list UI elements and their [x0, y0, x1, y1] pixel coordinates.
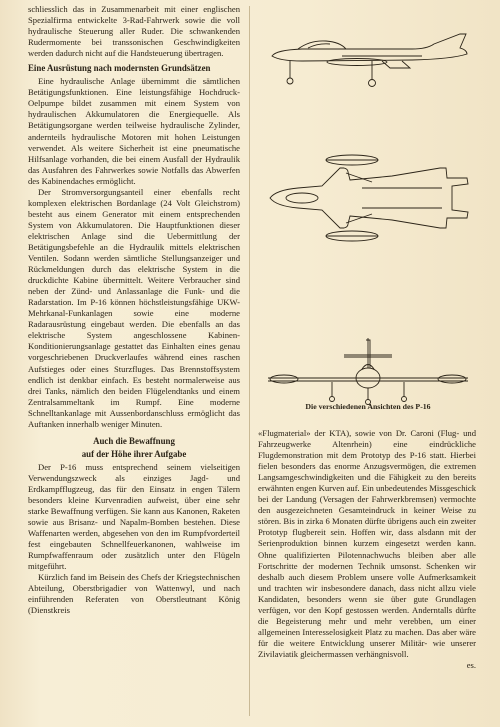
paragraph-electrical: Der Stromversorgungsanteil einer ebenfalls recht komplexen elektrischen Bordanlage (24 Volt Gleichstrom) besteht aus einem Generator mit einem entsprechenden System von Akkumulatoren. Die Hauptfunktionen dieser elektrischen Anlage sind die Uebermittlung der Betätigungsbefehle an die Hydraulik mittels elektrischen Ventilen. Sodann werden sämtliche Stellungsanzeiger und Rückmeldungen durch das elektrische System in die druckdichte Kabine übermittelt. Weitere Verbraucher sind neben der Zünd- und Anlassanlage die Funk- und die Radarstation. Im P-16 können höchstleistungsfähige UKW-Mehrkanal-Funkanlagen sowie eine moderne Radarausrüstung eingebaut werden. Die ebenfalls an das elektrische System angeschlossene Kabinen-Konditionierungsanlage gestattet das Einhalten eines genau vorgeschriebenen Druckverlaufes während eines raschen Aufstieges oder eines Sturzfluges. Das Brennstoffsystem endlich ist denkbar einfach. Es besteht normalerweise aus drei Tanks, nämlich den beiden Flügelendtanks und einem Zentralsammeltank im Rumpf. Eine moderne Schnelltankanlage mit Aussenbordanschluss ermöglicht das Auftanken innerhalb weniger Minuten.	[28, 186, 240, 429]
left-column	[28, 4, 240, 617]
figure-caption: Die verschiedenen Ansichten des P-16	[305, 402, 431, 411]
side-view	[272, 34, 467, 87]
right-column	[258, 428, 476, 671]
heading-equipment: Eine Ausrüstung nach modernsten Grundsätzen	[28, 63, 211, 74]
paragraph-demonstration-start: Kürzlich fand im Beisein des Chefs der Kriegstechnischen Abteilung, Oberstbrigadier von Wattenwyl, und nach einführenden Referaten von Oberstleutnant König (Dienstkreis	[28, 572, 240, 616]
heading-armament-line1: Auch die Bewaffnung	[93, 435, 175, 446]
column-divider	[249, 6, 250, 716]
paragraph-hydraulics: Eine hydraulische Anlage übernimmt die sämtlichen Betätigungsfunktionen. Eine leistungsfähige Hochdruck-Oelpumpe bildet zusammen mit einem System von hydraulischen Akkumulatoren die Energiequelle. Als Betätigungsorgane werden teilweise hydraulische Zylinder, andernteils hydraulische Motoren mit hohen Leistungen verwendet. Als weitere Sicherheit ist eine pneumatische Hilfsanlage vorhanden, die bei einem Ausfall der Hydraulik das Ausfahren des Fahrwerkes sowie Notfalls das Abwerfen des Kabinendaches ermöglicht.	[28, 76, 240, 186]
top-view	[270, 155, 468, 241]
paragraph-armament: Der P-16 muss entsprechend seinem vielseitigen Verwendungszweck als einziges Jagd- und Erdkampfflugzeug, das für den Einsatz in engen Tälern besonders kleine Kurvenradien aufweist, über eine sehr starke Bewaffnung verfügen. Sie kann aus Kanonen, Raketen sowie aus Brisanz- und Napalm-Bomben bestehen. Diese Waffenarten werden, abgesehen von den im Rumpfvorderteil fest eingebauten Schnellfeuerkanonen, wahlweise im Rumpfwaffenraum oder zusätzlich unter den Flügeln mitgeführt.	[28, 461, 240, 572]
front-view	[268, 338, 468, 405]
heading-armament-line2: auf der Höhe ihrer Aufgabe	[81, 448, 187, 459]
author-signoff: es.	[466, 659, 476, 670]
paragraph-demonstration: «Flugmaterial» der KTA), sowie von Dr. Caroni (Flug- und Fahrzeugwerke Altenrhein) eine eindrückliche Flugdemonstration mit dem Prototyp des P-16 statt. Hierbei fielen besonders das enorme Anzugsvermögen, die extremen Langsamgeschwindigkeiten und die Fähigkeit zu den bereits erwähnten engen Kurven auf. Ein unbedeutendes Missgeschick bei der Landung (Versagen der Fahrwerkbremsen) vermochte den ausgezeichneten Gesamteindruck in keiner Weise zu stören. Bis in zirka 6 Monaten dürfte übrigens auch ein zweiter Prototyp flugbereit sein. Hoffen wir, dass alsdann mit der Serienproduktion binnen kurzem eingesetzt werden kann. Ohne qualifizierten Pilotennachwuchs bleiben aber alle Fortschritte der modernen Technik umsonst. Schenken wir deshalb auch diesem Problem unsere volle Aufmerksamkeit und trachten wir insbesondere danach, dass nicht allzu viele Kandidaten, besonders wenn sie über gute Grundlagen verfügen, vor den Kopf gestossen werden. Anderntalls dürfte die Begeisterung mehr und mehr verebben, um einer allgemeinen Interesselosigkeit Platz zu machen. Das aber wäre für die weitere Entwicklung unserer Militär- wie unserer Zivilaviatik gleichermassen verhängnisvoll.	[258, 428, 476, 659]
p16-three-view-drawing	[262, 28, 474, 413]
paragraph-landing-gear: schliesslich das in Zusammenarbeit mit einer englischen Spezialfirma entwickelte 3-Rad-Fahrwerk sowie die voll hydraulische Steuerung aller Ruder. Die schwankenden Rudermomente bei transsonischen Geschwindigkeiten werden dadurch nicht auf die Handsteuerung übertragen.	[28, 4, 240, 59]
